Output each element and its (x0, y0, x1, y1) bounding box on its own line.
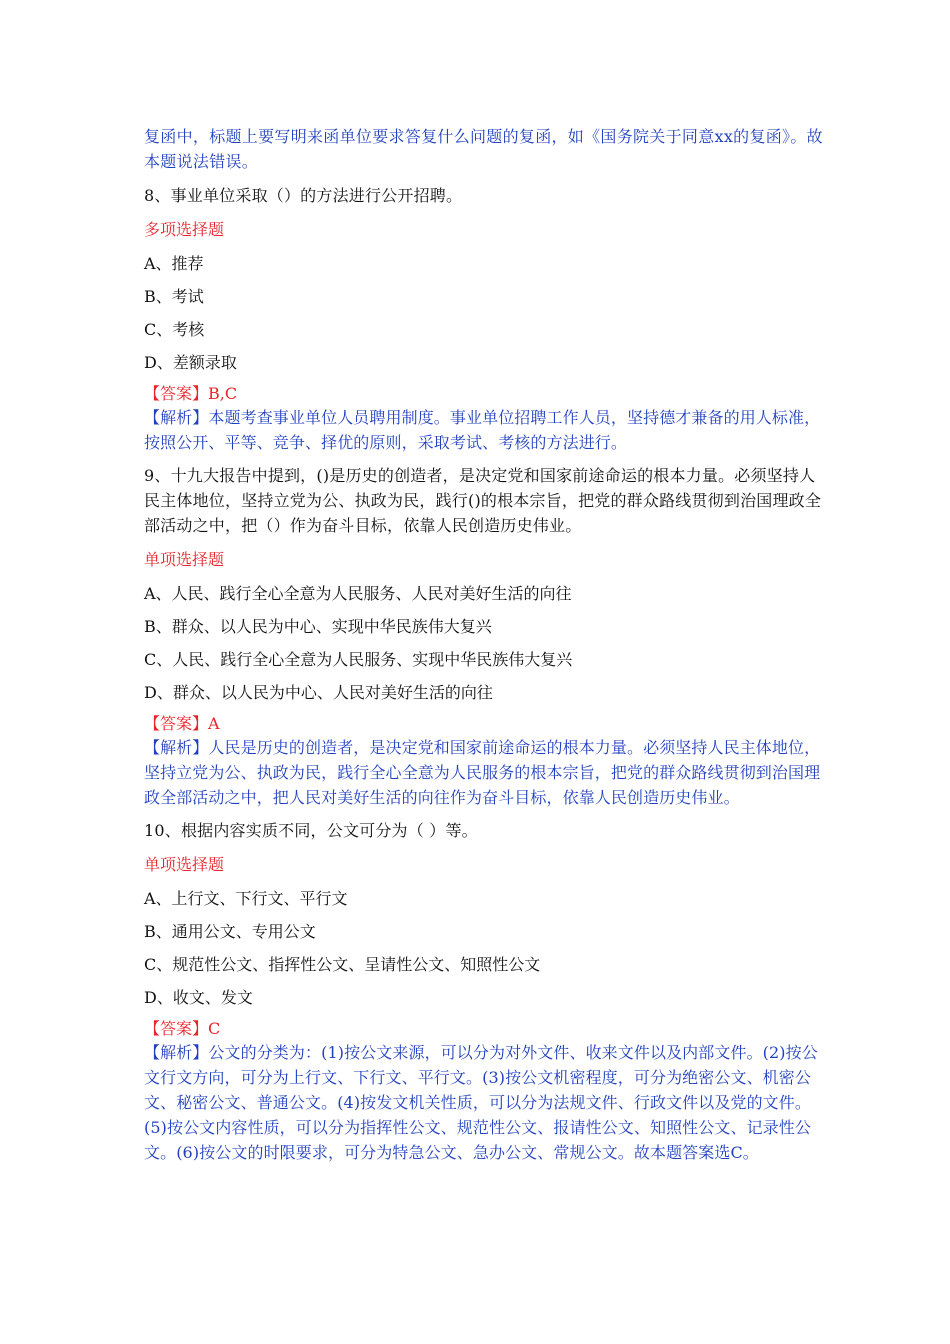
option-a: A、上行文、下行文、平行文 (144, 889, 348, 908)
option-c: C、规范性公文、指挥性公文、呈请性公文、知照性公文 (144, 955, 541, 974)
answer-value: C (208, 1019, 221, 1038)
explanation-text: 人民是历史的创造者，是决定党和国家前途命运的根本力量。必须坚持人民主体地位，坚持立党为公、执政为民，践行全心全意为人民服务的根本宗旨，把党的群众路线贯彻到治国理政全部活动之中，把人民对美好生活的向往作为奋斗目标，依靠人民创造历史伟业。 (144, 738, 821, 807)
question-block (144, 183, 824, 455)
explanation-text: 公文的分类为：(1)按公文来源，可以分为对外文件、收来文件以及内部文件。(2)按公文行文方向，可分为上行文、下行文、平行文。(3)按公文机密程度，可分为绝密公文、机密公文、秘密公文、普通公文。(4)按发文机关性质，可以分为法规文件、行政文件以及党的文件。(5)按公文内容性质，可以分为指挥性公文、规范性公文、报请性公文、知照性公文、记录性公文。(6)按公文的时限要求，可分为特急公文、急办公文、常规公文。故本题答案选C。 (144, 1043, 818, 1162)
question-type: 单项选择题 (144, 550, 225, 569)
question-type: 多项选择题 (144, 220, 225, 239)
answer-line (144, 713, 824, 735)
question-block (144, 463, 824, 810)
answer-line (144, 1018, 824, 1040)
question-block (144, 818, 824, 1165)
answer-value: A (208, 714, 220, 733)
answer-label: 【答案】 (144, 384, 209, 403)
question-stem: 9、十九大报告中提到，()是历史的创造者，是决定党和国家前途命运的根本力量。必须坚持人民主体地位，坚持立党为公、执政为民，践行()的根本宗旨，把党的群众路线贯彻到治国理政全部活动之中，把（）作为奋斗目标，依靠人民创造历史伟业。 (144, 466, 822, 535)
explanation (144, 405, 824, 455)
option-a: A、推荐 (144, 254, 204, 273)
option-b: B、考试 (144, 287, 204, 306)
option-d: D、群众、以人民为中心、人民对美好生活的向往 (144, 683, 493, 702)
option-c: C、人民、践行全心全意为人民服务、实现中华民族伟大复兴 (144, 650, 573, 669)
document-content (144, 124, 824, 1173)
answer-value: B,C (208, 384, 238, 403)
answer-label: 【答案】 (144, 1019, 209, 1038)
explanation-text: 本题考查事业单位人员聘用制度。事业单位招聘工作人员，坚持德才兼备的用人标准，按照公开、平等、竞争、择优的原则，采取考试、考核的方法进行。 (144, 408, 821, 452)
explanation (144, 735, 824, 810)
option-c: C、考核 (144, 320, 205, 339)
question-stem: 8、事业单位采取（）的方法进行公开招聘。 (144, 186, 463, 205)
option-b: B、通用公文、专用公文 (144, 922, 316, 941)
explanation-label: 【解析】 (144, 1043, 209, 1062)
explanation-label: 【解析】 (144, 408, 209, 427)
question-stem: 10、根据内容实质不同，公文可分为（ ）等。 (144, 821, 478, 840)
answer-line (144, 383, 824, 405)
option-d: D、差额录取 (144, 353, 237, 372)
explanation-label: 【解析】 (144, 738, 209, 757)
question-type: 单项选择题 (144, 855, 225, 874)
option-d: D、收文、发文 (144, 988, 253, 1007)
previous-explanation: 复函中，标题上要写明来函单位要求答复什么问题的复函，如《国务院关于同意xx的复函》。故本题说法错误。 (144, 127, 823, 171)
option-a: A、人民、践行全心全意为人民服务、人民对美好生活的向往 (144, 584, 572, 603)
explanation (144, 1040, 824, 1165)
option-b: B、群众、以人民为中心、实现中华民族伟大复兴 (144, 617, 492, 636)
answer-label: 【答案】 (144, 714, 209, 733)
